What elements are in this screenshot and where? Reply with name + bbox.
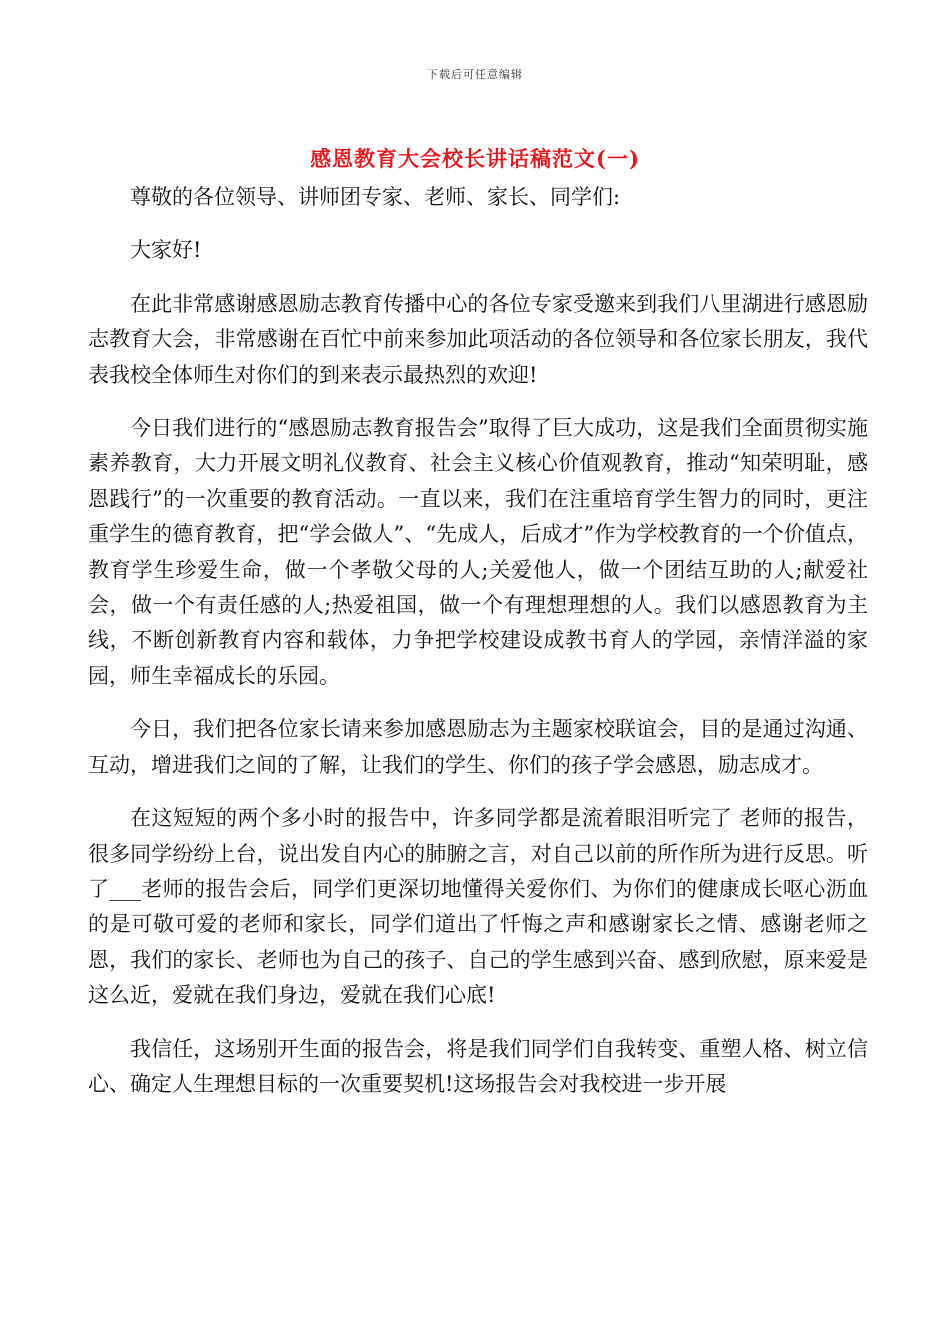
body-paragraph: 我信任，这场别开生面的报告会，将是我们同学们自我转变、重塑人格、树立信心、确定人生理想目标的一次重要契机!这场报告会对我校进一步开展 [88,1036,868,1096]
body-paragraph: 在这短短的两个多小时的报告中，许多同学都是流着眼泪听完了 老师的报告，很多同学纷纷上台，说出发自内心的肺腑之言，对自己以前的所作所为进行反思。听了___老师的报告会后，同学们更深切地懂得关爱你们、为你们的健康成长呕心沥血的是可敬可爱的老师和家长，同学们道出了忏悔之声和感谢家长之情、感谢老师之恩，我们的家长、老师也为自己的孩子、自己的学生感到兴奋、感到欣慰，原来爱是这么近，爱就在我们身边，爱就在我们心底! [88,806,868,1008]
document-title: 感恩教育大会校长讲话稿范文(一) [310,146,640,171]
salutation-paragraph: 尊敬的各位领导、讲师团专家、老师、家长、同学们: [130,185,621,209]
body-paragraph: 今日，我们把各位家长请来参加感恩励志为主题家校联谊会，目的是通过沟通、互动，增进我们之间的了解，让我们的学生、你们的孩子学会感恩，励志成才。 [88,717,868,777]
document-body [88,180,868,1120]
body-paragraph: 在此非常感谢感恩励志教育传播中心的各位专家受邀来到我们八里湖进行感恩励志教育大会，非常感谢在百忙中前来参加此项活动的各位领导和各位家长朋友，我代表我校全体师生对你们的到来表示最热烈的欢迎! [88,291,868,387]
body-paragraph: 今日我们进行的“感恩励志教育报告会”取得了巨大成功，这是我们全面贯彻实施素养教育，大力开展文明礼仪教育、社会主义核心价值观教育，推动“知荣明耻，感恩践行”的一次重要的教育活动。一直以来，我们在注重培育学生智力的同时，更注重学生的德育教育，把“学会做人”、“先成人，后成才”作为学校教育的一个价值点，教育学生珍爱生命，做一个孝敬父母的人;关爱他人，做一个团结互助的人;献爱社会，做一个有责任感的人;热爱祖国，做一个有理想理想的人。我们以感恩教育为主线，不断创新教育内容和载体，力争把学校建设成教书育人的学园，亲情洋溢的家园，师生幸福成长的乐园。 [88,416,868,688]
page-header-note: 下载后可任意编辑 [427,68,523,81]
greeting-paragraph: 大家好! [130,238,202,263]
